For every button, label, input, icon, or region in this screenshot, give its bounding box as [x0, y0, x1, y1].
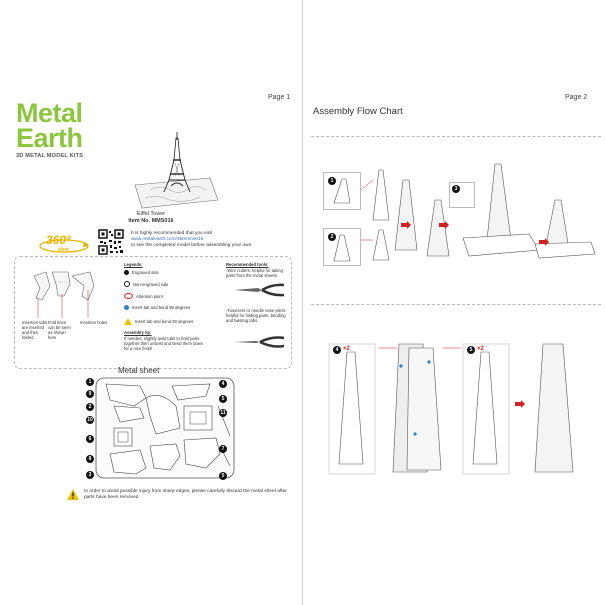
legend-insert-fold-label: Insert tab and bend 90 degrees [135, 319, 194, 324]
step-1-number: 1 [328, 177, 336, 185]
step-1-detail [323, 172, 361, 210]
brand-tagline: 3D METAL MODEL KITS [16, 153, 84, 159]
tools-title: Recommended tools: [226, 262, 269, 267]
legend-non-engraved-label: Non-engraved side [133, 281, 169, 287]
part-number-left-4: 10 [87, 417, 93, 423]
part-number-left-3: 2 [86, 403, 94, 411]
brand-logo [16, 98, 84, 159]
flow-chart-title: Assembly Flow Chart [313, 106, 403, 117]
tool-tweezers: -Tweezers or needle nose pliers: helpful for folding parts, bending and twisting tabs. [226, 308, 287, 323]
assembly-tip-text: If needed, slightly twist tabs to hold parts together then untwist and bend them down for a nice finish [124, 336, 204, 351]
assembly-tip-title: Assembly tip: [124, 330, 152, 335]
view-360-label: 360° [46, 233, 71, 247]
view-360-sub: view [58, 247, 69, 253]
sharp-edge-warning: In order to avoid possible injury from sharp edges, please carefully discard the metal sheet after parts have been removed [84, 489, 287, 500]
legend-attention [124, 293, 163, 299]
eiffel-tower-illustration [130, 130, 220, 210]
engraved-icon [124, 270, 129, 275]
legend-engraved-label: Engraved side [132, 270, 159, 275]
part-4-number: 4 [333, 346, 341, 354]
legend-attention-label: Attention point [136, 293, 163, 299]
tool-wire-cutters: -Wire cutters: helpful for taking parts from the metal sheets. [226, 268, 283, 278]
step-2-detail [323, 228, 361, 266]
part-number-right-4: 7 [219, 445, 227, 453]
warning-triangle-icon [124, 318, 132, 325]
callout-lines [28, 280, 108, 320]
video-line-1: It is highly recommended that you visit [131, 231, 213, 236]
caution-icon [67, 489, 79, 500]
part-number-left-5: 6 [86, 435, 94, 443]
assembly-row-2-illustration [323, 338, 603, 478]
brand-word-2: Earth [16, 123, 83, 153]
part-number-left-7: 3 [86, 471, 94, 479]
page-1 [0, 0, 302, 605]
red-arrow-icon [515, 400, 525, 408]
part-number-right-2: 5 [219, 395, 227, 403]
red-arrow-icon [439, 221, 449, 229]
brand-word-1: Metal [16, 98, 83, 128]
wire-cutters-icon [232, 282, 286, 298]
part-5-number: 5 [467, 346, 475, 354]
section-divider-2 [311, 304, 601, 305]
legend-non-engraved [124, 281, 168, 287]
part-number-left-6: 8 [86, 455, 94, 463]
red-arrow-icon [539, 238, 549, 246]
step-3-detail [449, 182, 475, 208]
product-item-number: Item No. MMS016 [128, 218, 174, 224]
step-2-number: 2 [328, 233, 336, 241]
page-2 [303, 0, 605, 605]
video-url-link[interactable]: www.metalearth.com/360mms016 [131, 237, 204, 242]
legend-title: Legends: [124, 262, 143, 267]
assembly-row-1-illustration [359, 160, 599, 270]
qr-code[interactable] [98, 229, 124, 255]
red-arrow-icon [401, 221, 411, 229]
product-name: Eiffel Tower [136, 211, 166, 217]
legend-insert-fold [124, 318, 193, 325]
metal-sheet-title: Metal sheet [118, 366, 160, 375]
part-number-right-1: 4 [219, 380, 227, 388]
non-engraved-icon [124, 281, 130, 287]
video-instruction [131, 231, 251, 249]
part-4-multiplier: ×2 [343, 346, 350, 352]
insertion-tabs-note: Insertion tabs are inserted and then folded [22, 320, 48, 340]
part-number-left-2: 9 [86, 390, 94, 398]
attention-icon [124, 293, 133, 299]
insertion-holes-note: Insertion holes [80, 320, 108, 325]
page-number: Page 1 [268, 94, 291, 101]
pliers-icon [232, 334, 286, 350]
section-divider-1 [311, 136, 601, 137]
part-number-right-5: 5 [219, 472, 227, 480]
legend-engraved [124, 270, 159, 275]
part-number-right-3: 11 [220, 410, 226, 416]
legend-insert-90-label: Insert tab and bend 90 degrees [132, 305, 191, 310]
step-3-number: 3 [452, 185, 460, 193]
blue-dot-icon [124, 305, 129, 310]
part-5-multiplier: ×2 [477, 346, 484, 352]
metal-sheet-illustration [80, 376, 250, 480]
part-number-left-1: 1 [86, 378, 94, 386]
legend-insert-90 [124, 305, 190, 310]
page-number: Page 2 [565, 94, 588, 101]
video-line-2: to see the completed model before assembling your own [131, 243, 252, 248]
fold-lines-note: Fold lines can be seen as shown here [48, 320, 71, 340]
